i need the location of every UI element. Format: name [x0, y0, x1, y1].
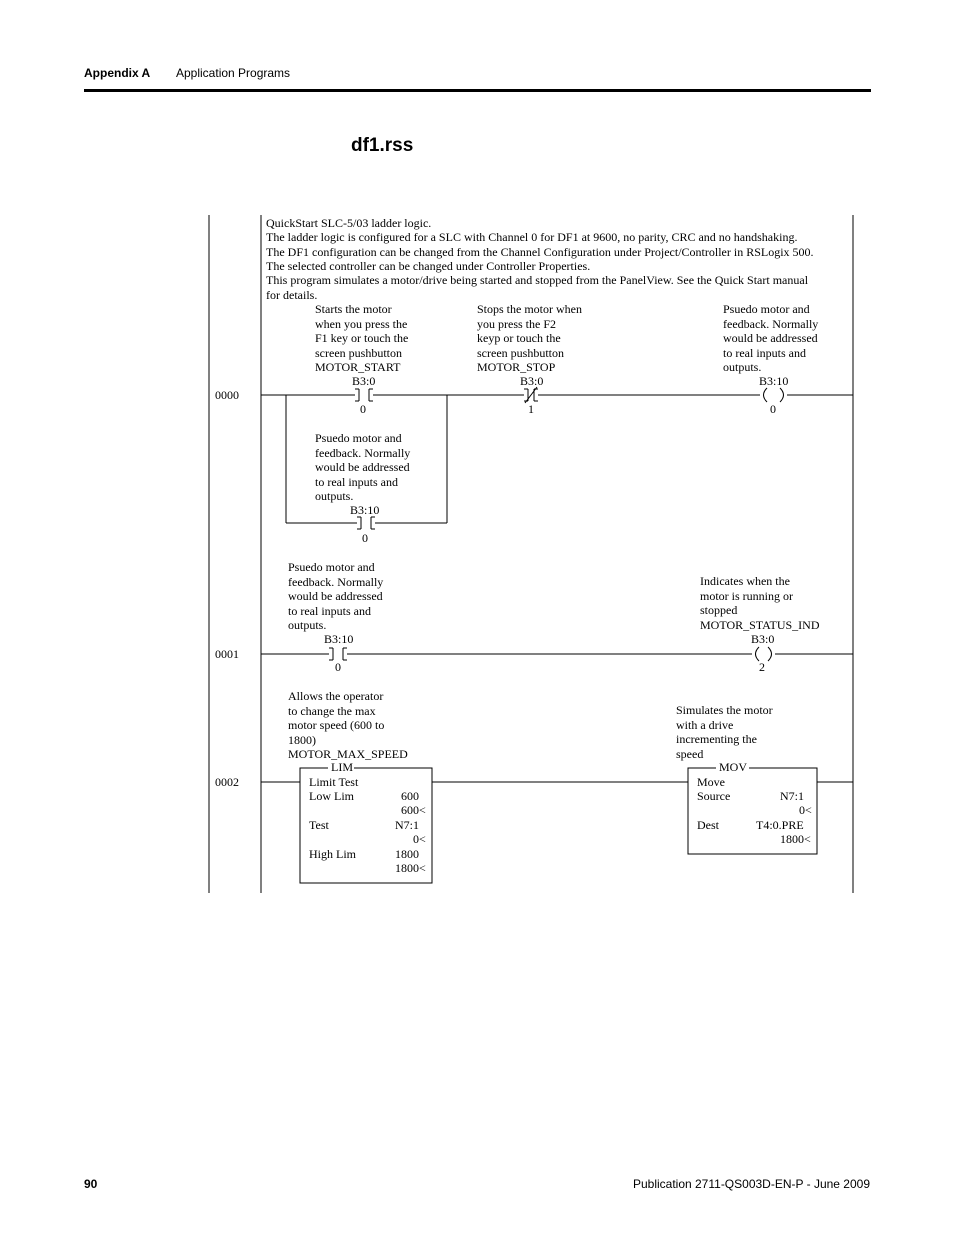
lim-test-value: N7:1	[395, 818, 419, 832]
page-title: df1.rss	[351, 135, 414, 156]
mov-source-current: 0<	[799, 803, 812, 817]
instruction-address: B3:10	[324, 632, 354, 646]
program-comment-line: QuickStart SLC-5/03 ladder logic.	[266, 216, 432, 230]
program-comment-line: The ladder logic is configured for a SLC with Channel 0 for DF1 at 9600, no parity, CRC and no handshaking.	[266, 230, 798, 244]
rung-number: 0000	[215, 388, 239, 402]
instruction-bit: 0	[335, 660, 341, 674]
instruction-comment: Stops the motor when you press the F2 keyp or touch the screen pushbutton MOTOR_STOP	[477, 302, 582, 374]
instruction-address: B3:0	[751, 632, 775, 646]
lim-low-value: 600	[401, 789, 419, 803]
instruction-comment: Psuedo motor and feedback. Normally would be addressed to real inputs and outputs.	[723, 302, 819, 374]
lim-test-current: 0<	[413, 832, 426, 846]
program-comment-line: This program simulates a motor/drive being started and stopped from the PanelView. See the Quick Start manual	[266, 273, 809, 287]
lim-mnemonic: LIM	[331, 760, 353, 774]
program-comment-line: The DF1 configuration can be changed from the Channel Configuration under Project/Controller in RSLogix 500.	[266, 245, 814, 259]
header-section: Appendix A	[84, 66, 151, 80]
mov-dest-label: Dest	[697, 818, 719, 832]
instruction-comment: Starts the motor when you press the F1 key or touch the screen pushbutton MOTOR_START	[315, 302, 409, 374]
program-comment-line: for details.	[266, 288, 318, 302]
page-number: 90	[84, 1177, 98, 1191]
instruction-address: B3:0	[520, 374, 544, 388]
lim-low-current: 600<	[401, 803, 426, 817]
lim-test-label: Test	[309, 818, 329, 832]
instruction-comment: Simulates the motor with a drive incrementing the speed	[676, 703, 773, 761]
mov-dest-current: 1800<	[780, 832, 811, 846]
instruction-address: B3:10	[759, 374, 789, 388]
publication-info: Publication 2711-QS003D-EN-P - June 2009	[632, 1177, 870, 1191]
instruction-comment: Psuedo motor and feedback. Normally would be addressed to real inputs and outputs.	[288, 560, 384, 632]
rung-number: 0001	[215, 647, 239, 661]
instruction-comment: Psuedo motor and feedback. Normally would be addressed to real inputs and outputs.	[315, 431, 411, 503]
mov-description: Move	[697, 775, 725, 789]
instruction-bit: 0	[362, 531, 368, 545]
instruction-bit: 0	[360, 402, 366, 416]
lim-high-label: High Lim	[309, 847, 356, 861]
mov-source-label: Source	[697, 789, 731, 803]
lim-high-value: 1800	[395, 847, 419, 861]
instruction-bit: 0	[770, 402, 776, 416]
instruction-address: B3:0	[352, 374, 376, 388]
instruction-comment: Allows the operator to change the max motor speed (600 to 1800) MOTOR_MAX_SPEED	[288, 689, 408, 761]
rung-number: 0002	[215, 775, 239, 789]
instruction-comment: Indicates when the motor is running or stopped MOTOR_STATUS_IND	[700, 574, 820, 632]
mov-mnemonic: MOV	[719, 760, 748, 774]
instruction-address: B3:10	[350, 503, 380, 517]
lim-description: Limit Test	[309, 775, 359, 789]
program-comment-line: The selected controller can be changed under Controller Properties.	[266, 259, 591, 273]
mov-source-value: N7:1	[780, 789, 804, 803]
header-title: Application Programs	[176, 66, 291, 80]
instruction-bit: 1	[528, 402, 534, 416]
mov-dest-value: T4:0.PRE	[756, 818, 804, 832]
lim-high-current: 1800<	[395, 861, 426, 875]
lim-low-label: Low Lim	[309, 789, 354, 803]
instruction-bit: 2	[759, 660, 765, 674]
